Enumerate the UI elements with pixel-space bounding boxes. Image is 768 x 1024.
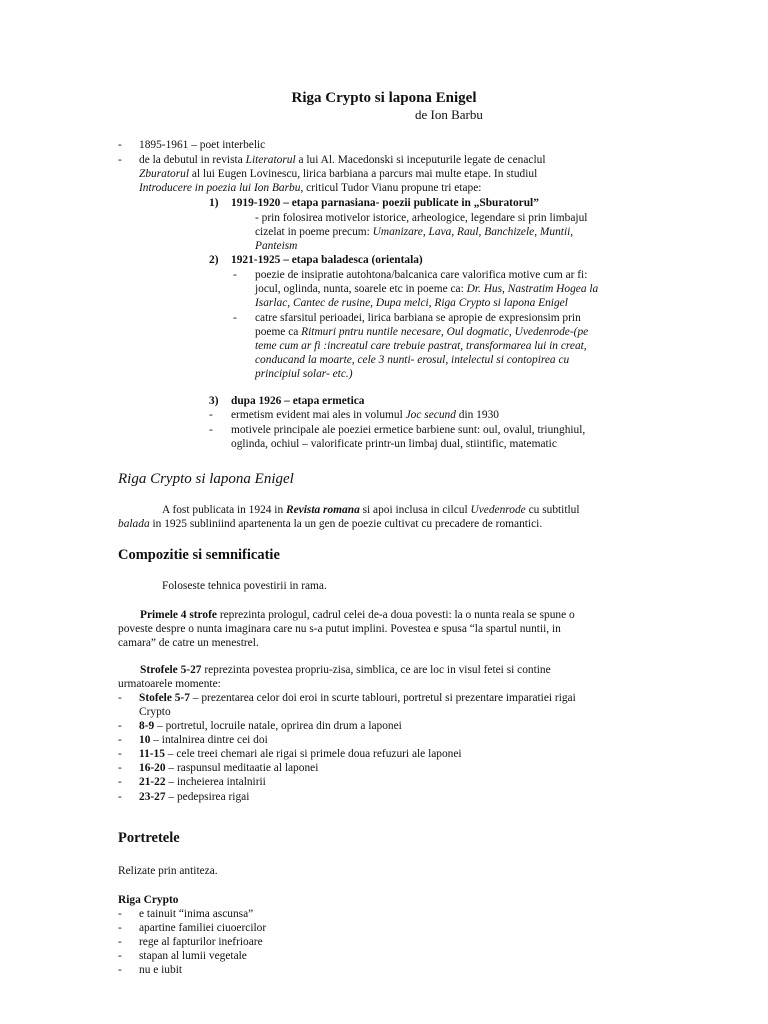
list-bullet: - (209, 409, 213, 421)
list-bullet: - (118, 154, 122, 166)
stage-2-number: 2) (209, 254, 219, 266)
stage-1-heading: 1919-1920 – etapa parnasiana- poezii publicate in „Sburatorul” (231, 197, 539, 209)
portrait-item: stapan al lumii vegetale (139, 950, 247, 962)
stage-2-a-line-1: poezie de insipratie autohtona/balcanica care valorifica motive cum ar fi: (255, 269, 588, 281)
moment-item: 8-9 – portretul, locruile natale, oprirea din drum a laponei (139, 720, 402, 732)
moment-item: 11-15 – cele treei chemari ale rigai si primele doua refuzuri ale laponei (139, 748, 462, 760)
list-bullet: - (118, 776, 122, 788)
section-3-subheading: Riga Crypto (118, 894, 179, 906)
section-3-para-1: Relizate prin antiteza. (118, 865, 218, 877)
list-bullet: - (118, 139, 122, 151)
stage-2-b-line-4: conducand la moarte, cele 3 nunti- erosul, intelectul si contopirea cu (255, 354, 570, 366)
bio-item-2-line-2: Zburatorul al lui Eugen Lovinescu, lirica barbiana a parcurs mai multe etape. In studiul (139, 168, 538, 180)
stage-2-b-line-3: teme cum ar fi :increatul care trebuie pastrat, transformarea lui in creat, (255, 340, 587, 352)
list-bullet: - (118, 692, 122, 704)
moment-item: Stofele 5-7 – prezentarea celor doi eroi in scurte tablouri, portretul si prezentare imparatiei rigai (139, 692, 576, 704)
bio-item-2-line-1: de la debutul in revista Literatorul a lui Al. Macedonski si inceputurile legate de cenaclul (139, 154, 546, 166)
section-2-para-2-line-1: Primele 4 strofe reprezinta prologul, cadrul celei de-a doua povesti: la o nunta reala se spune o (140, 609, 575, 621)
portrait-item: apartine familiei ciuoercilor (139, 922, 267, 934)
list-bullet: - (209, 424, 213, 436)
moment-item: 10 – intalnirea dintre cei doi (139, 734, 268, 746)
bio-item-1: 1895-1961 – poet interbelic (139, 139, 266, 151)
section-2-para-2-line-2: poveste despre o nunta imaginara care nu s-a putut implini. Povestea e spusa “la spartul nuntii, in (118, 623, 561, 635)
document-author: de Ion Barbu (415, 107, 483, 122)
stage-3-a: ermetism evident mai ales in volumul Joc secund din 1930 (231, 409, 499, 421)
list-bullet: - (118, 720, 122, 732)
list-bullet: - (118, 964, 122, 976)
portrait-item: rege al fapturilor inefrioare (139, 936, 263, 948)
section-heading-compozitie: Compozitie si semnificatie (118, 547, 280, 563)
stage-1-number: 1) (209, 197, 219, 209)
list-bullet: - (233, 312, 237, 324)
section-1-para-line-1: A fost publicata in 1924 in Revista romana si apoi inclusa in cilcul Uvedenrode cu subtitlul (162, 504, 580, 516)
list-bullet: - (118, 748, 122, 760)
moment-item: 16-20 – raspunsul meditaatie al laponei (139, 762, 319, 774)
list-bullet: - (118, 734, 122, 746)
stage-2-b-line-2: poeme ca Ritmuri pntru nuntile necesare, Oul dogmatic, Uvedenrode-(pe (255, 326, 589, 338)
stage-1-line-3: Panteism (255, 240, 298, 252)
stage-1-line-1: - prin folosirea motivelor istorice, arheologice, legendare si prin limbajul (255, 212, 588, 224)
section-2-para-3-line-1: Strofele 5-27 reprezinta povestea propriu-zisa, simblica, ce are loc in visul fetei si contine (140, 664, 551, 676)
moment-item: 21-22 – incheierea intalnirii (139, 776, 266, 788)
section-heading-riga: Riga Crypto si lapona Enigel (118, 471, 294, 487)
document-title: Riga Crypto si lapona Enigel (291, 90, 477, 106)
list-bullet: - (118, 762, 122, 774)
stage-2-heading: 1921-1925 – etapa baladesca (orientala) (231, 254, 423, 266)
section-2-para-2-line-3: camara” de catre un menestrel. (118, 637, 259, 649)
portrait-item: nu e iubit (139, 964, 183, 976)
section-2-para-1: Foloseste tehnica povestirii in rama. (162, 580, 327, 592)
bio-item-2-line-3: Introducere in poezia lui Ion Barbu, criticul Tudor Vianu propune tri etape: (139, 182, 482, 194)
stage-2-b-line-5: principiul solar- etc.) (255, 368, 353, 380)
list-bullet: - (118, 950, 122, 962)
stage-2-a-line-2: jocul, oglinda, nunta, soarele etc in poeme ca: Dr. Hus, Nastratim Hogea la (255, 283, 599, 295)
section-2-para-3-line-2: urmatoarele momente: (118, 678, 221, 690)
stage-3-b-line-1: motivele principale ale poeziei ermetice barbiene sunt: oul, ovalul, triunghiul, (231, 424, 586, 436)
list-bullet: - (118, 936, 122, 948)
list-bullet: - (233, 269, 237, 281)
section-heading-portretele: Portretele (118, 830, 180, 846)
list-bullet: - (118, 922, 122, 934)
section-1-para-line-2: balada in 1925 subliniind apartenenta la un gen de poezie cultivat cu precadere de romantici. (118, 518, 543, 530)
list-bullet: - (118, 908, 122, 920)
stage-1-line-2: cizelat in poeme precum: Umanizare, Lava, Raul, Banchizele, Muntii, (255, 226, 574, 238)
list-bullet: - (118, 791, 122, 803)
moment-item-continuation: Crypto (139, 706, 171, 718)
stage-3-number: 3) (209, 395, 219, 407)
stage-2-b-line-1: catre sfarsitul perioadei, lirica barbiana se apropie de expresionsim prin (255, 312, 581, 324)
stage-3-b-line-2: oglinda, ochiul – valorificate printr-un limbaj dual, stiintific, matematic (231, 438, 557, 450)
moment-item: 23-27 – pedepsirea rigai (139, 791, 250, 803)
portrait-item: e tainuit “inima ascunsa” (139, 908, 254, 920)
stage-2-a-line-3: Isarlac, Cantec de rusine, Dupa melci, Riga Crypto si lapona Enigel (255, 297, 568, 309)
stage-3-heading: dupa 1926 – etapa ermetica (231, 395, 365, 407)
